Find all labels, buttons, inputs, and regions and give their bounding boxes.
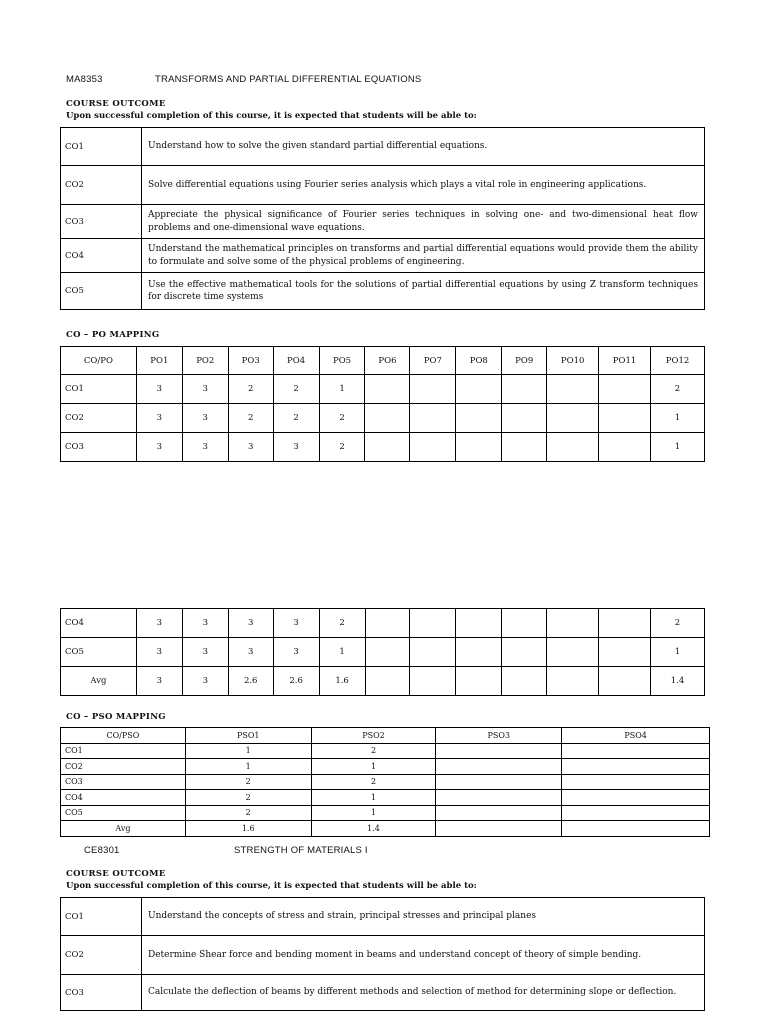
value-cell: [456, 667, 502, 696]
value-cell: 3: [136, 433, 182, 462]
header-cell: PO4: [273, 347, 319, 375]
table-row: [61, 166, 705, 205]
value-cell: 1.4: [311, 821, 436, 837]
value-cell: 2: [650, 609, 704, 638]
course-outcome-table: [60, 897, 705, 1011]
outcome-text: Understand the concepts of stress and strain, principal stresses and principal planes: [142, 898, 705, 936]
value-cell: [502, 667, 547, 696]
row-label-cell: CO4: [61, 790, 186, 806]
value-cell: 3: [182, 433, 228, 462]
value-cell: [502, 375, 547, 404]
table-row: [61, 239, 705, 273]
table-row: [61, 667, 705, 696]
value-cell: [562, 759, 710, 775]
value-cell: [562, 805, 710, 821]
row-label-cell: CO3: [61, 774, 186, 790]
outcome-code: CO1: [61, 128, 142, 166]
table-row: [61, 975, 705, 1011]
value-cell: 1.6: [319, 667, 365, 696]
value-cell: [410, 609, 456, 638]
value-cell: 2: [273, 404, 319, 433]
value-cell: 3: [136, 609, 182, 638]
table-header-row: [61, 347, 705, 375]
value-cell: [502, 609, 547, 638]
value-cell: 2: [651, 375, 705, 404]
table-row: [61, 743, 710, 759]
course-outcome-intro: Upon successful completion of this course, it is expected that students will be able to:: [66, 881, 477, 891]
header-cell: PO9: [502, 347, 547, 375]
header-cell: PO10: [547, 347, 599, 375]
table-row: [61, 404, 705, 433]
table-row: [61, 609, 705, 638]
value-cell: [365, 375, 410, 404]
value-cell: [502, 433, 547, 462]
header-cell: PO5: [319, 347, 365, 375]
value-cell: 3: [228, 433, 273, 462]
table-header-row: [61, 728, 710, 744]
table-row: [61, 375, 705, 404]
header-cell: PO12: [651, 347, 705, 375]
value-cell: 3: [273, 433, 319, 462]
outcome-code: CO3: [61, 975, 142, 1011]
course-code: MA8353: [66, 74, 103, 85]
value-cell: 3: [182, 609, 228, 638]
course-outcome-intro: Upon successful completion of this course, it is expected that students will be able to:: [66, 111, 477, 121]
table-row: [61, 638, 705, 667]
value-cell: [365, 638, 410, 667]
value-cell: [547, 404, 599, 433]
value-cell: [365, 404, 410, 433]
value-cell: [436, 821, 562, 837]
header-cell: PSO3: [436, 728, 562, 744]
value-cell: [456, 433, 502, 462]
value-cell: 2: [185, 774, 311, 790]
outcome-code: CO4: [61, 239, 142, 273]
row-label-cell: CO3: [61, 433, 137, 462]
row-label-cell: CO1: [61, 743, 186, 759]
value-cell: [410, 433, 456, 462]
header-cell: PO6: [365, 347, 410, 375]
table-row: [61, 433, 705, 462]
course-code: CE8301: [84, 845, 120, 856]
header-cell: PO3: [228, 347, 273, 375]
header-cell: PSO2: [311, 728, 436, 744]
value-cell: [599, 433, 651, 462]
value-cell: [547, 667, 599, 696]
header-cell: CO/PSO: [61, 728, 186, 744]
value-cell: [410, 667, 456, 696]
value-cell: 1: [185, 743, 311, 759]
value-cell: 3: [136, 667, 182, 696]
value-cell: [547, 638, 599, 667]
value-cell: 2: [228, 404, 273, 433]
value-cell: [599, 667, 651, 696]
co-pso-mapping-heading: CO – PSO MAPPING: [66, 712, 166, 722]
value-cell: [410, 638, 456, 667]
outcome-code: CO2: [61, 936, 142, 975]
outcome-text: Solve differential equations using Fourier series analysis which plays a vital role in engineering applications.: [142, 166, 705, 205]
value-cell: [436, 805, 562, 821]
value-cell: [562, 743, 710, 759]
table-row: [61, 205, 705, 239]
value-cell: 1: [650, 638, 704, 667]
value-cell: 3: [228, 609, 273, 638]
value-cell: [436, 774, 562, 790]
value-cell: 3: [136, 404, 182, 433]
value-cell: [365, 433, 410, 462]
value-cell: 2.6: [273, 667, 319, 696]
value-cell: 1.6: [185, 821, 311, 837]
value-cell: [365, 667, 410, 696]
outcome-text: Understand the mathematical principles on transforms and partial differential equations would provide them the ability to formulate and solve some of the physical problems of engineering.: [142, 239, 705, 273]
value-cell: [436, 759, 562, 775]
value-cell: 3: [273, 638, 319, 667]
value-cell: [599, 609, 651, 638]
course-outcome-heading: COURSE OUTCOME: [66, 869, 166, 879]
row-label-cell: CO4: [61, 609, 137, 638]
header-cell: PO2: [182, 347, 228, 375]
value-cell: 3: [136, 375, 182, 404]
value-cell: [410, 404, 456, 433]
outcome-text: Understand how to solve the given standard partial differential equations.: [142, 128, 705, 166]
table-row: [61, 273, 705, 310]
value-cell: [456, 375, 502, 404]
value-cell: 1: [651, 404, 705, 433]
co-po-mapping-heading: CO – PO MAPPING: [66, 330, 160, 340]
value-cell: [436, 743, 562, 759]
table-row: [61, 790, 710, 806]
outcome-text: Use the effective mathematical tools for the solutions of partial differential equations by using Z transform techniques for discrete time systems: [142, 273, 705, 310]
table-row: [61, 774, 710, 790]
value-cell: 2: [185, 790, 311, 806]
value-cell: 3: [273, 609, 319, 638]
value-cell: [456, 404, 502, 433]
co-pso-table: [60, 727, 710, 837]
table-row: [61, 759, 710, 775]
outcome-text: Appreciate the physical significance of Fourier series techniques in solving one- and two-dimensional heat flow problems and one-dimensional wave equations.: [142, 205, 705, 239]
value-cell: [456, 609, 502, 638]
value-cell: [410, 375, 456, 404]
value-cell: 2: [311, 743, 436, 759]
value-cell: [599, 638, 651, 667]
value-cell: [562, 774, 710, 790]
outcome-code: CO1: [61, 898, 142, 936]
co-po-table-bottom: [60, 608, 705, 696]
table-row: [61, 898, 705, 936]
outcome-code: CO3: [61, 205, 142, 239]
outcome-code: CO5: [61, 273, 142, 310]
row-label-cell: Avg: [61, 821, 186, 837]
header-cell: PO11: [599, 347, 651, 375]
value-cell: 3: [182, 667, 228, 696]
course-title: STRENGTH OF MATERIALS I: [234, 845, 368, 856]
value-cell: 1.4: [650, 667, 704, 696]
value-cell: 1: [319, 375, 365, 404]
row-label-cell: CO5: [61, 805, 186, 821]
course-outcome-table: [60, 127, 705, 310]
value-cell: [562, 790, 710, 806]
value-cell: [547, 433, 599, 462]
value-cell: [599, 404, 651, 433]
row-label-cell: CO2: [61, 404, 137, 433]
value-cell: 2: [185, 805, 311, 821]
value-cell: [502, 638, 547, 667]
table-row: [61, 821, 710, 837]
row-label-cell: CO1: [61, 375, 137, 404]
header-cell: CO/PO: [61, 347, 137, 375]
value-cell: 2: [319, 433, 365, 462]
header-cell: PO1: [136, 347, 182, 375]
value-cell: 1: [311, 790, 436, 806]
value-cell: 2.6: [228, 667, 273, 696]
value-cell: [547, 375, 599, 404]
table-row: [61, 805, 710, 821]
value-cell: [547, 609, 599, 638]
outcome-text: Determine Shear force and bending moment in beams and understand concept of theory of simple bending.: [142, 936, 705, 975]
value-cell: 2: [319, 609, 365, 638]
value-cell: 3: [182, 638, 228, 667]
value-cell: 1: [311, 805, 436, 821]
row-label-cell: Avg: [61, 667, 137, 696]
row-label-cell: CO2: [61, 759, 186, 775]
header-cell: PSO1: [185, 728, 311, 744]
value-cell: 3: [182, 404, 228, 433]
value-cell: [365, 609, 410, 638]
value-cell: 1: [185, 759, 311, 775]
value-cell: 1: [319, 638, 365, 667]
value-cell: [562, 821, 710, 837]
course-outcome-heading: COURSE OUTCOME: [66, 99, 166, 109]
row-label-cell: CO5: [61, 638, 137, 667]
value-cell: 2: [319, 404, 365, 433]
value-cell: 2: [311, 774, 436, 790]
table-row: [61, 128, 705, 166]
value-cell: 3: [182, 375, 228, 404]
value-cell: [502, 404, 547, 433]
value-cell: [599, 375, 651, 404]
value-cell: 3: [136, 638, 182, 667]
outcome-code: CO2: [61, 166, 142, 205]
value-cell: 3: [228, 638, 273, 667]
value-cell: [436, 790, 562, 806]
header-cell: PO8: [456, 347, 502, 375]
value-cell: [456, 638, 502, 667]
header-cell: PO7: [410, 347, 456, 375]
value-cell: 1: [651, 433, 705, 462]
course-title: TRANSFORMS AND PARTIAL DIFFERENTIAL EQUATIONS: [155, 74, 422, 85]
value-cell: 1: [311, 759, 436, 775]
table-row: [61, 936, 705, 975]
outcome-text: Calculate the deflection of beams by different methods and selection of method for determining slope or deflection.: [142, 975, 705, 1011]
header-cell: PSO4: [562, 728, 710, 744]
co-po-table-top: [60, 346, 705, 462]
value-cell: 2: [228, 375, 273, 404]
value-cell: 2: [273, 375, 319, 404]
